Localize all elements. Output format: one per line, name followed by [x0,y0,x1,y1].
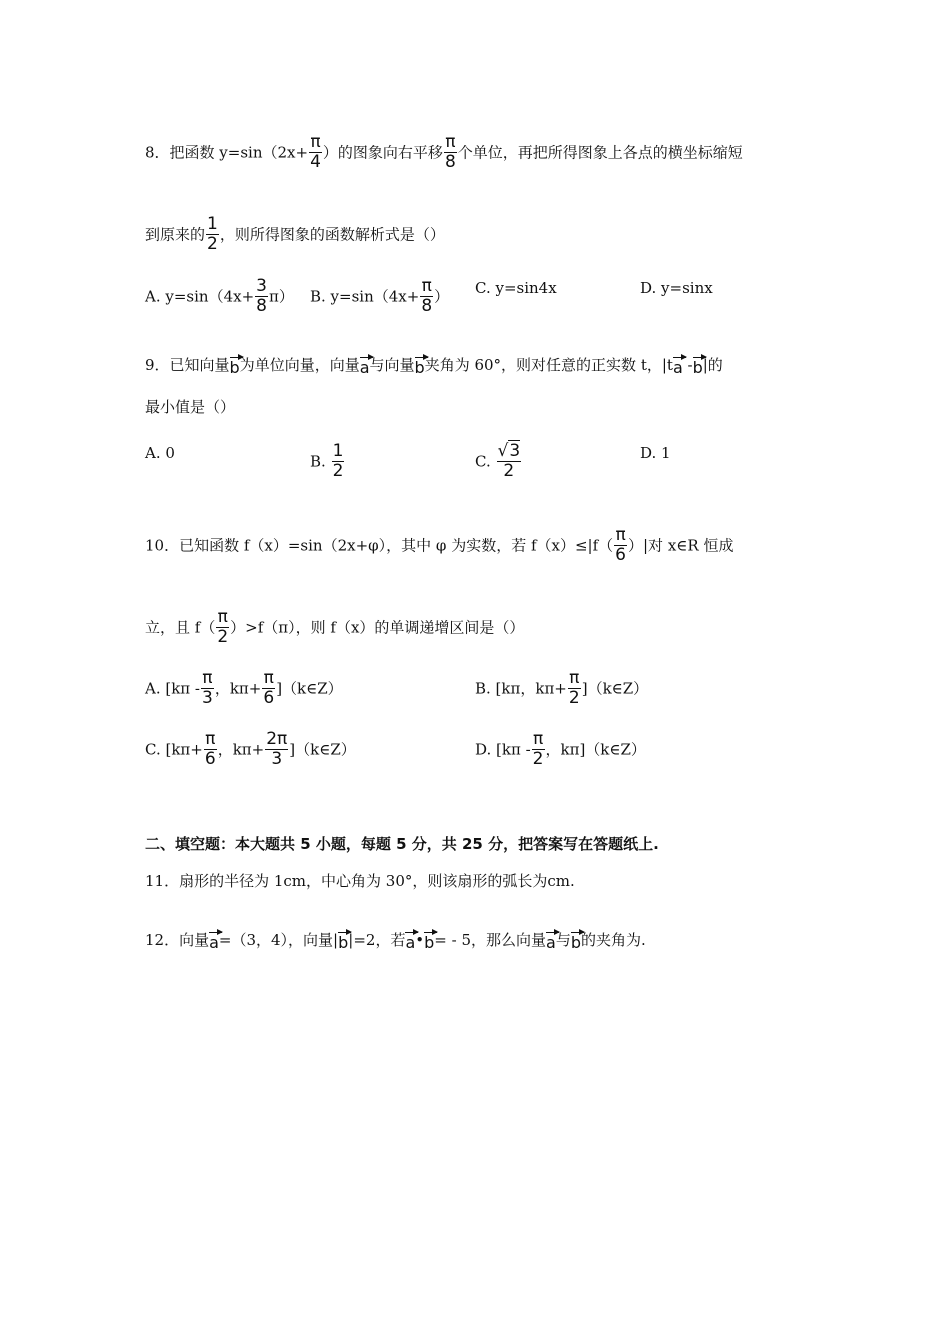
q10-option-c: C. [kπ+ $\frac{\pi}{6}$ ，kπ+ $\frac{2\pi}{3}$ ]（k∈Z） [145,729,356,769]
q8-option-d: D. y=sinx [640,279,713,297]
fraction: $\frac{\pi}{3}$ [202,668,213,708]
q10-option-d: D. [kπ - $\frac{\pi}{2}$ ，kπ]（k∈Z） [475,729,646,769]
fraction: $\frac{1}{2}$ [207,214,218,254]
vector-a: a [405,929,415,951]
q8-option-c: C. y=sin4x [475,279,557,297]
fraction: $\frac{\pi}{2}$ [532,729,544,769]
vector-a: a [673,354,683,376]
fraction: $\frac{1}{2}$ [332,441,344,481]
q10-line1: 10．已知函数 f（x）=sin（2x+φ），其中 φ 为实数，若 f（x）≤|f（ $\frac{\pi}{6}$ ）|对 x∈R 恒成 [145,525,734,565]
q9-option-a: A. 0 [145,444,175,462]
fraction: $\frac{\pi}{2}$ [217,607,229,647]
q10-option-b: B. [kπ，kπ+ $\frac{\pi}{2}$ ]（k∈Z） [475,668,649,708]
q9-option-b: B. $\frac{1}{2}$ [310,441,344,481]
fraction: $\frac{\pi}{8}$ [444,132,456,172]
vector-b: b [693,354,703,376]
q9-option-d: D. 1 [640,444,671,462]
vector-b: b [230,354,240,376]
q8-text: 个单位，再把所得图象上各点的横坐标缩短 [457,143,743,162]
q8-text: ）的图象向右平移 [322,143,443,162]
fraction: $\frac{\pi}{8}$ [421,276,433,316]
vector-b: b [338,929,348,951]
q8-option-b: B. y=sin（4x+ $\frac{\pi}{8}$ ） [310,276,450,316]
vector-a: a [209,929,219,951]
q11-line: 11．扇形的半径为 1cm，中心角为 30°，则该扇形的弧长为cm. [145,872,575,890]
q8-option-a: A. y=sin（4x+ $\frac{3}{8}$ π） [145,276,294,316]
sqrt-symbol: √3 [497,441,521,461]
q12-line: 12．向量a=（3，4），向量|b|=2，若a•b= - 5，那么向量a与b的夹角为. [145,931,646,952]
vector-b: b [424,929,434,951]
fraction: $\frac{\pi}{6}$ [263,668,275,708]
q9-line1: 9．已知向量b为单位向量，向量a与向量b夹角为 60°，则对任意的正实数 t，|ta -b|的 [145,356,723,377]
q8-line2: 到原来的 $\frac{1}{2}$ ，则所得图象的函数解析式是（） [145,214,445,254]
fraction: $\frac{\pi}{6}$ [615,525,626,565]
vector-a: a [360,354,370,376]
fraction: $\frac{\pi}{4}$ [310,132,321,172]
fraction: $\frac{\pi}{6}$ [204,729,216,769]
q10-option-a: A. [kπ - $\frac{\pi}{3}$ ，kπ+ $\frac{\pi}{6}$ ]（k∈Z） [145,668,343,708]
fraction: $\frac{√3}{2}$ [497,441,521,481]
q8-text: 8．把函数 y=sin（2x+ [145,143,309,162]
q8-line1 [145,134,743,173]
vector-b: b [415,354,425,376]
fraction: $\frac{2\pi}{3}$ [266,729,288,769]
section-heading: 二、填空题：本大题共 5 小题，每题 5 分，共 25 分，把答案写在答题纸上. [145,835,659,853]
fraction: $\frac{3}{8}$ [256,276,267,316]
q9-option-c: C. $\frac{√3}{2}$ [475,441,521,481]
vector-a: a [546,929,556,951]
fraction: $\frac{\pi}{2}$ [568,668,580,708]
vector-b: b [571,929,581,951]
q10-line2: 立，且 f（ $\frac{\pi}{2}$ ）>f（π），则 f（x）的单调递增区间是（） [145,607,525,647]
q9-line2: 最小值是（） [145,398,236,416]
